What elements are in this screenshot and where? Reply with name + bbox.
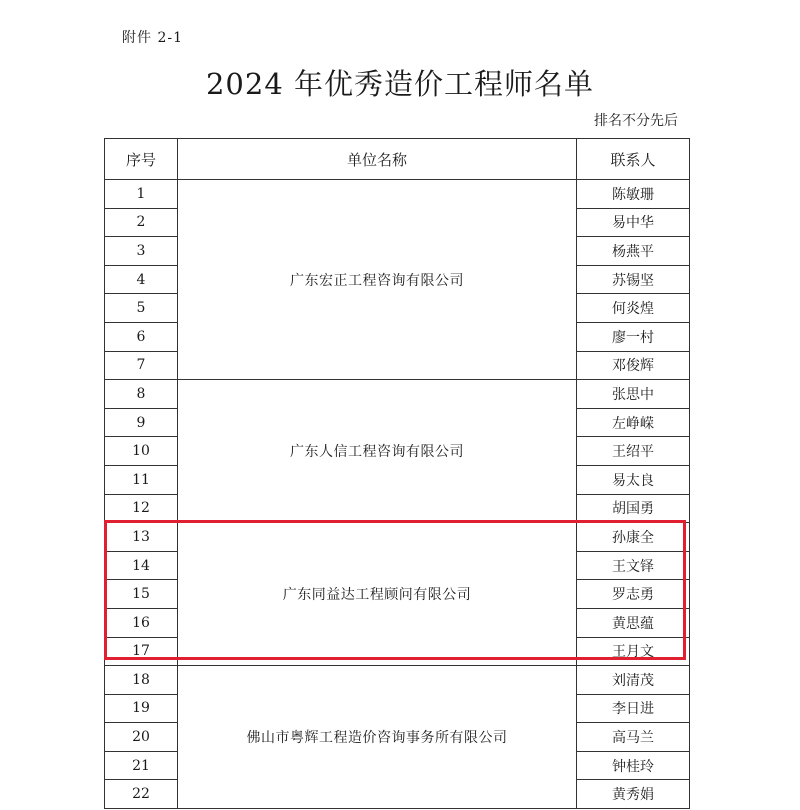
page-title: 2024 年优秀造价工程师名单 <box>205 67 595 101</box>
serial-number-cell: 22 <box>105 780 178 809</box>
serial-number-cell: 8 <box>105 380 178 409</box>
contact-cell: 孙康全 <box>577 523 690 552</box>
serial-number-cell: 2 <box>105 208 178 237</box>
serial-number-cell: 16 <box>105 608 178 637</box>
serial-number-cell: 5 <box>105 294 178 323</box>
contact-cell: 王绍平 <box>577 437 690 466</box>
header-serial: 序号 <box>105 139 178 180</box>
contact-cell: 陈敏珊 <box>577 180 690 209</box>
serial-number-cell: 21 <box>105 751 178 780</box>
serial-number-cell: 1 <box>105 180 178 209</box>
contact-cell: 刘清茂 <box>577 666 690 695</box>
table-header-row <box>105 139 690 180</box>
contact-cell: 王文铎 <box>577 551 690 580</box>
contact-cell: 黄思蕴 <box>577 608 690 637</box>
serial-number-cell: 11 <box>105 465 178 494</box>
serial-number-cell: 10 <box>105 437 178 466</box>
contact-cell: 张思中 <box>577 380 690 409</box>
contact-cell: 李日进 <box>577 694 690 723</box>
contact-cell: 胡国勇 <box>577 494 690 523</box>
contact-cell: 杨燕平 <box>577 237 690 266</box>
contact-cell: 高马兰 <box>577 723 690 752</box>
table-row <box>105 523 690 552</box>
unit-name-cell: 佛山市粤辉工程造价咨询事务所有限公司 <box>178 666 577 809</box>
contact-cell: 钟桂玲 <box>577 751 690 780</box>
contact-cell: 易太良 <box>577 465 690 494</box>
header-unit: 单位名称 <box>178 139 577 180</box>
table-row <box>105 380 690 409</box>
unit-name-cell: 广东人信工程咨询有限公司 <box>178 380 577 523</box>
contact-cell: 易中华 <box>577 208 690 237</box>
table-row <box>105 180 690 209</box>
serial-number-cell: 12 <box>105 494 178 523</box>
header-contact: 联系人 <box>577 139 690 180</box>
contact-cell: 苏锡坚 <box>577 265 690 294</box>
unit-name-cell: 广东宏正工程咨询有限公司 <box>178 180 577 380</box>
serial-number-cell: 6 <box>105 322 178 351</box>
engineer-table <box>104 138 690 809</box>
contact-cell: 左峥嵘 <box>577 408 690 437</box>
contact-cell: 邓俊辉 <box>577 351 690 380</box>
ranking-note: 排名不分先后 <box>594 113 678 129</box>
serial-number-cell: 19 <box>105 694 178 723</box>
serial-number-cell: 7 <box>105 351 178 380</box>
serial-number-cell: 20 <box>105 723 178 752</box>
attachment-label: 附件 2-1 <box>122 30 183 46</box>
serial-number-cell: 14 <box>105 551 178 580</box>
serial-number-cell: 3 <box>105 237 178 266</box>
contact-cell: 罗志勇 <box>577 580 690 609</box>
table-row <box>105 666 690 695</box>
serial-number-cell: 18 <box>105 666 178 695</box>
contact-cell: 廖一村 <box>577 322 690 351</box>
serial-number-cell: 15 <box>105 580 178 609</box>
serial-number-cell: 9 <box>105 408 178 437</box>
contact-cell: 何炎煌 <box>577 294 690 323</box>
unit-name-cell: 广东同益达工程顾问有限公司 <box>178 523 577 666</box>
serial-number-cell: 17 <box>105 637 178 666</box>
contact-cell: 王月文 <box>577 637 690 666</box>
serial-number-cell: 13 <box>105 523 178 552</box>
table-body <box>105 180 690 809</box>
contact-cell: 黄秀娟 <box>577 780 690 809</box>
serial-number-cell: 4 <box>105 265 178 294</box>
